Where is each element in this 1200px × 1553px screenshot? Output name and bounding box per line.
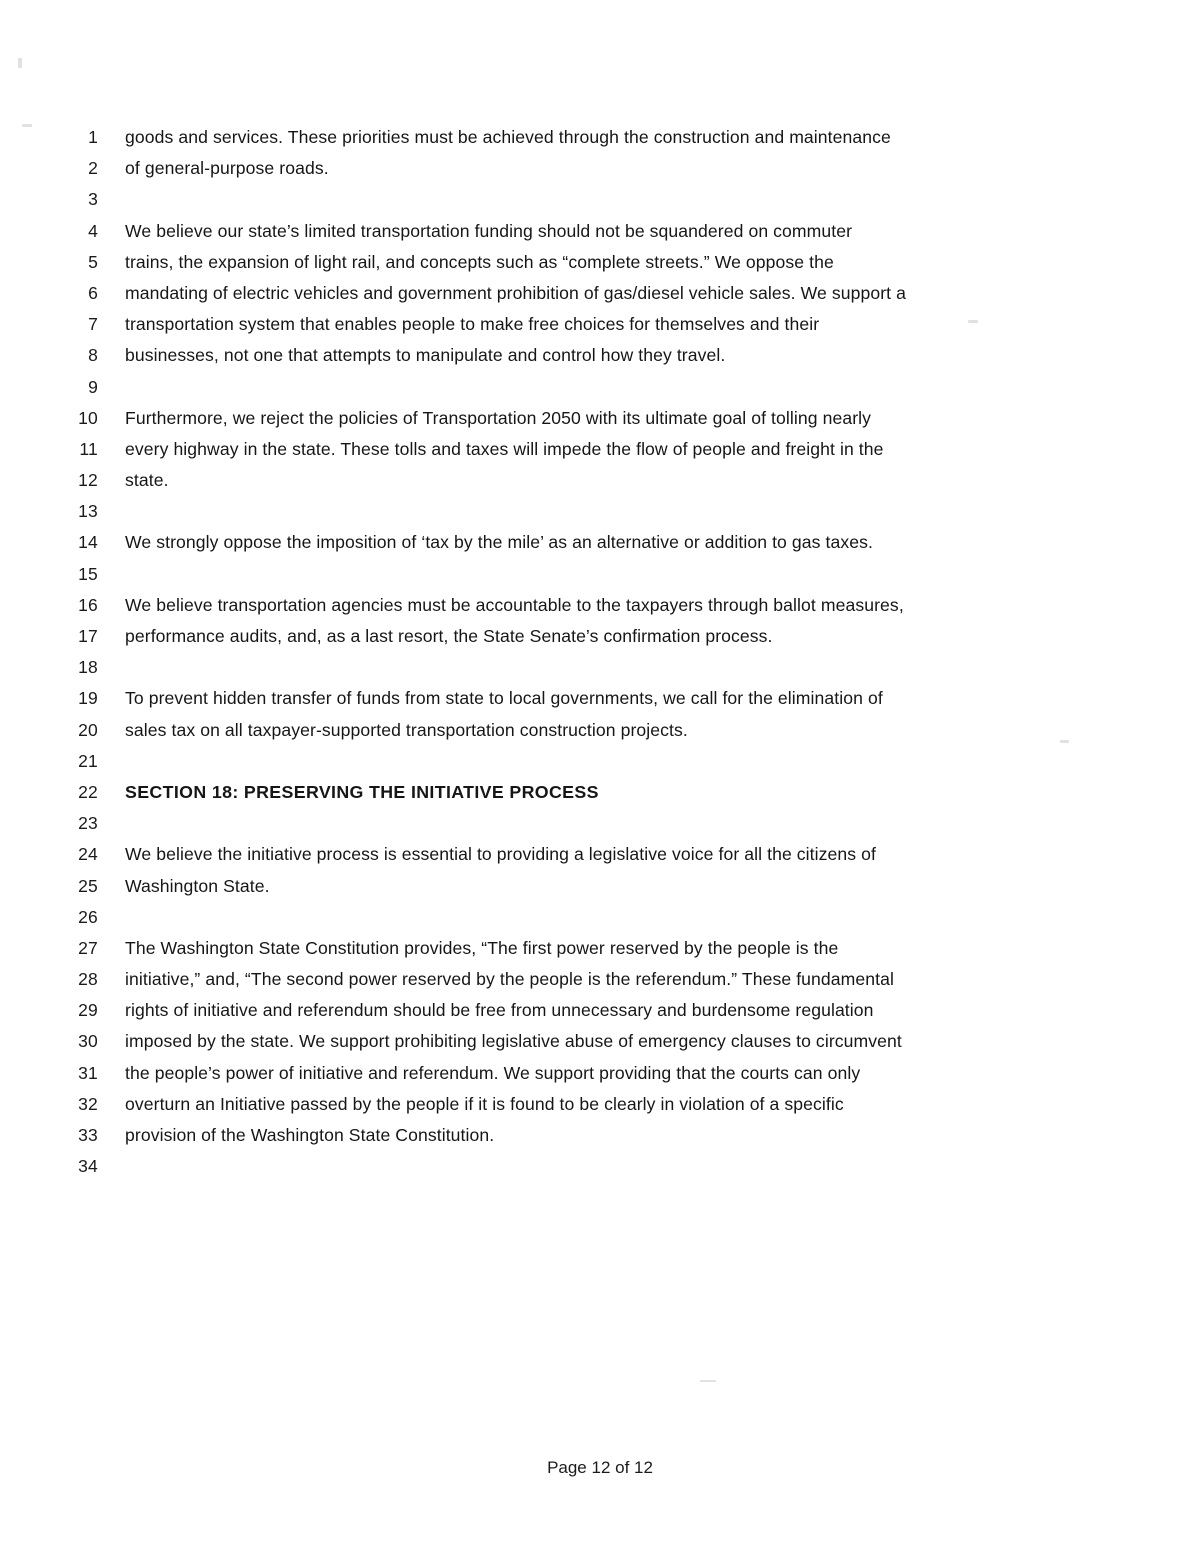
scan-artifact (700, 1380, 716, 1382)
line-number: 24 (78, 844, 98, 865)
line-text: goods and services. These priorities must be achieved through the construction and maintenance (125, 127, 891, 147)
line-number: 5 (88, 251, 98, 272)
document-line (0, 216, 1200, 247)
document-line (0, 1058, 1200, 1089)
document-line (0, 309, 1200, 340)
line-number: 4 (88, 220, 98, 241)
line-number: 20 (78, 719, 98, 740)
document-line (0, 621, 1200, 652)
line-number: 27 (78, 937, 98, 958)
line-number: 15 (78, 563, 98, 584)
line-text: transportation system that enables people to make free choices for themselves and their (125, 314, 820, 335)
document-line (0, 839, 1200, 870)
line-text: the people’s power of initiative and referendum. We support providing that the courts can only (125, 1062, 861, 1083)
document-line (0, 434, 1200, 465)
line-text: Washington State. (125, 875, 270, 896)
document-line (0, 902, 1200, 933)
document-line (0, 1089, 1200, 1120)
document-line (0, 372, 1200, 403)
line-number: 31 (78, 1062, 98, 1083)
line-number: 6 (88, 282, 98, 303)
line-text: overturn an Initiative passed by the people if it is found to be clearly in violation of a specific (125, 1093, 844, 1114)
line-text: Furthermore, we reject the policies of Transportation 2050 with its ultimate goal of tolling nearly (125, 407, 872, 428)
line-number: 13 (78, 501, 98, 522)
line-text: businesses, not one that attempts to manipulate and control how they travel. (125, 345, 726, 366)
line-number: 28 (78, 969, 98, 990)
document-line (0, 496, 1200, 527)
document-line (0, 964, 1200, 995)
line-number: 26 (78, 906, 98, 927)
document-line (0, 403, 1200, 434)
line-number: 3 (88, 189, 98, 210)
line-text: initiative,” and, “The second power reserved by the people is the referendum.” These fundamental (125, 969, 894, 990)
line-number: 19 (78, 688, 98, 709)
line-number: 18 (78, 657, 98, 678)
line-text: state. (125, 470, 169, 491)
line-text: We believe transportation agencies must be accountable to the taxpayers through ballot measures, (125, 594, 904, 615)
line-text: We believe the initiative process is essential to providing a legislative voice for all the citizens of (125, 844, 876, 865)
line-text: sales tax on all taxpayer-supported transportation construction projects. (125, 719, 688, 740)
line-number: 21 (78, 750, 98, 771)
line-number: 17 (78, 626, 98, 646)
document-line (0, 153, 1200, 184)
line-number: 14 (78, 532, 98, 553)
document-line (0, 1026, 1200, 1057)
document-line (0, 933, 1200, 964)
line-number: 29 (78, 1000, 98, 1021)
document-line (0, 527, 1200, 558)
line-text: provision of the Washington State Constitution. (125, 1125, 495, 1145)
line-number: 12 (78, 470, 98, 491)
line-number: 2 (88, 158, 98, 179)
line-number: 34 (78, 1156, 98, 1177)
line-number: 7 (88, 314, 98, 335)
line-text: We strongly oppose the imposition of ‘tax by the mile’ as an alternative or addition to gas taxes. (125, 532, 873, 553)
line-number: 16 (78, 594, 98, 615)
document-line (0, 590, 1200, 621)
line-text: every highway in the state. These tolls and taxes will impede the flow of people and freight in the (125, 438, 884, 459)
document-line (0, 777, 1200, 808)
document-line (0, 340, 1200, 371)
document-line (0, 808, 1200, 839)
line-text: mandating of electric vehicles and government prohibition of gas/diesel vehicle sales. We support a (125, 282, 906, 303)
document-line (0, 278, 1200, 309)
document-line (0, 871, 1200, 902)
line-number: 10 (78, 407, 98, 428)
line-number: 11 (79, 438, 98, 459)
line-number: 9 (88, 376, 98, 397)
document-line (0, 247, 1200, 278)
line-text: To prevent hidden transfer of funds from state to local governments, we call for the elimination of (125, 688, 883, 709)
document-line (0, 122, 1200, 153)
document-line (0, 184, 1200, 215)
line-number: 22 (78, 781, 98, 802)
line-number: 25 (78, 875, 98, 896)
document-line (0, 1120, 1200, 1151)
scan-artifact (18, 58, 22, 68)
document-line (0, 746, 1200, 777)
document-line (0, 559, 1200, 590)
line-number: 32 (78, 1093, 98, 1114)
line-text: of general-purpose roads. (125, 158, 329, 179)
line-text: performance audits, and, as a last resort, the State Senate’s confirmation process. (125, 626, 773, 646)
document-line (0, 652, 1200, 683)
document-line (0, 715, 1200, 746)
line-number: 1 (88, 127, 98, 147)
line-number: 30 (78, 1031, 98, 1052)
line-number: 23 (78, 813, 98, 834)
document-line (0, 995, 1200, 1026)
document-line (0, 465, 1200, 496)
line-text: imposed by the state. We support prohibiting legislative abuse of emergency clauses to circumvent (125, 1031, 902, 1052)
section-heading: SECTION 18: PRESERVING THE INITIATIVE PROCESS (125, 781, 599, 802)
line-text: trains, the expansion of light rail, and concepts such as “complete streets.” We oppose the (125, 251, 834, 272)
line-text: We believe our state’s limited transportation funding should not be squandered on commuter (125, 220, 853, 241)
line-number: 33 (78, 1125, 98, 1145)
line-text: rights of initiative and referendum should be free from unnecessary and burdensome regulation (125, 1000, 874, 1021)
line-text: The Washington State Constitution provides, “The first power reserved by the people is the (125, 937, 839, 958)
line-number: 8 (88, 345, 98, 366)
page-footer: Page 12 of 12 (547, 1458, 653, 1477)
document-line (0, 683, 1200, 714)
document-body (0, 122, 1200, 1182)
document-line (0, 1151, 1200, 1182)
